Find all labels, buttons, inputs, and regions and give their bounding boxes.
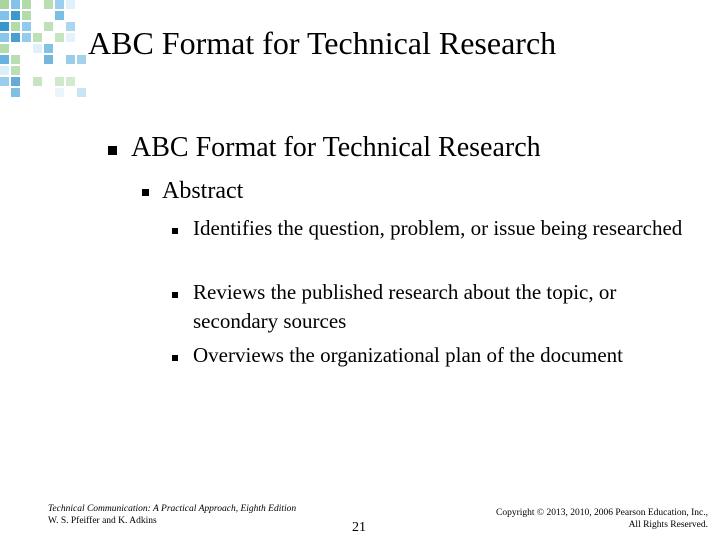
bullet-level3-item: Reviews the published research about the topic, or secondary sources [193, 280, 617, 333]
decorative-square [33, 44, 42, 53]
footer-citation [48, 503, 296, 527]
decorative-square [0, 66, 9, 75]
decorative-square [66, 0, 75, 9]
decorative-square [11, 88, 20, 97]
decorative-square [0, 44, 9, 53]
bullet-icon [142, 189, 149, 196]
bullet-level3-item: Identifies the question, problem, or issue being researched [193, 216, 683, 240]
bullet-icon [172, 228, 178, 234]
decorative-square [66, 33, 75, 42]
copyright-line-2: All Rights Reserved. [628, 520, 708, 530]
decorative-square [44, 55, 53, 64]
decorative-square [0, 0, 9, 9]
bullet-level1: ABC Format for Technical Research [131, 132, 541, 163]
decorative-square [66, 22, 75, 31]
corner-square-pattern [0, 0, 90, 104]
copyright-line-1: Copyright © 2013, 2010, 2006 Pearson Education, Inc., [496, 508, 708, 518]
decorative-square [33, 77, 42, 86]
decorative-square [66, 55, 75, 64]
decorative-square [11, 33, 20, 42]
footer-authors: W. S. Pfeiffer and K. Adkins [48, 516, 157, 526]
decorative-square [11, 11, 20, 20]
decorative-square [11, 22, 20, 31]
decorative-square [22, 11, 31, 20]
decorative-square [55, 11, 64, 20]
footer-book-title: Technical Communication: A Practical Approach, Eighth Edition [48, 504, 297, 514]
decorative-square [55, 77, 64, 86]
bullet-icon [172, 292, 178, 298]
decorative-square [0, 11, 9, 20]
decorative-square [11, 0, 20, 9]
decorative-square [55, 0, 64, 9]
page-number: 21 [352, 520, 366, 535]
slide-title: ABC Format for Technical Research [88, 25, 557, 61]
bullet-icon [172, 355, 178, 361]
bullet-icon [108, 146, 117, 155]
decorative-square [44, 0, 53, 9]
decorative-square [11, 66, 20, 75]
decorative-square [0, 77, 9, 86]
decorative-square [44, 22, 53, 31]
bullet-level2-abstract: Abstract [162, 178, 244, 204]
decorative-square [44, 44, 53, 53]
decorative-square [66, 77, 75, 86]
decorative-square [0, 22, 9, 31]
decorative-square [55, 88, 64, 97]
decorative-square [22, 22, 31, 31]
decorative-square [77, 55, 86, 64]
decorative-square [0, 33, 9, 42]
decorative-square [11, 55, 20, 64]
decorative-square [11, 77, 20, 86]
footer-copyright [496, 507, 708, 531]
decorative-square [22, 33, 31, 42]
decorative-square [77, 88, 86, 97]
decorative-square [22, 0, 31, 9]
decorative-square [55, 33, 64, 42]
decorative-square [0, 55, 9, 64]
bullet-level3-item: Overviews the organizational plan of the document [193, 343, 623, 367]
decorative-square [33, 33, 42, 42]
